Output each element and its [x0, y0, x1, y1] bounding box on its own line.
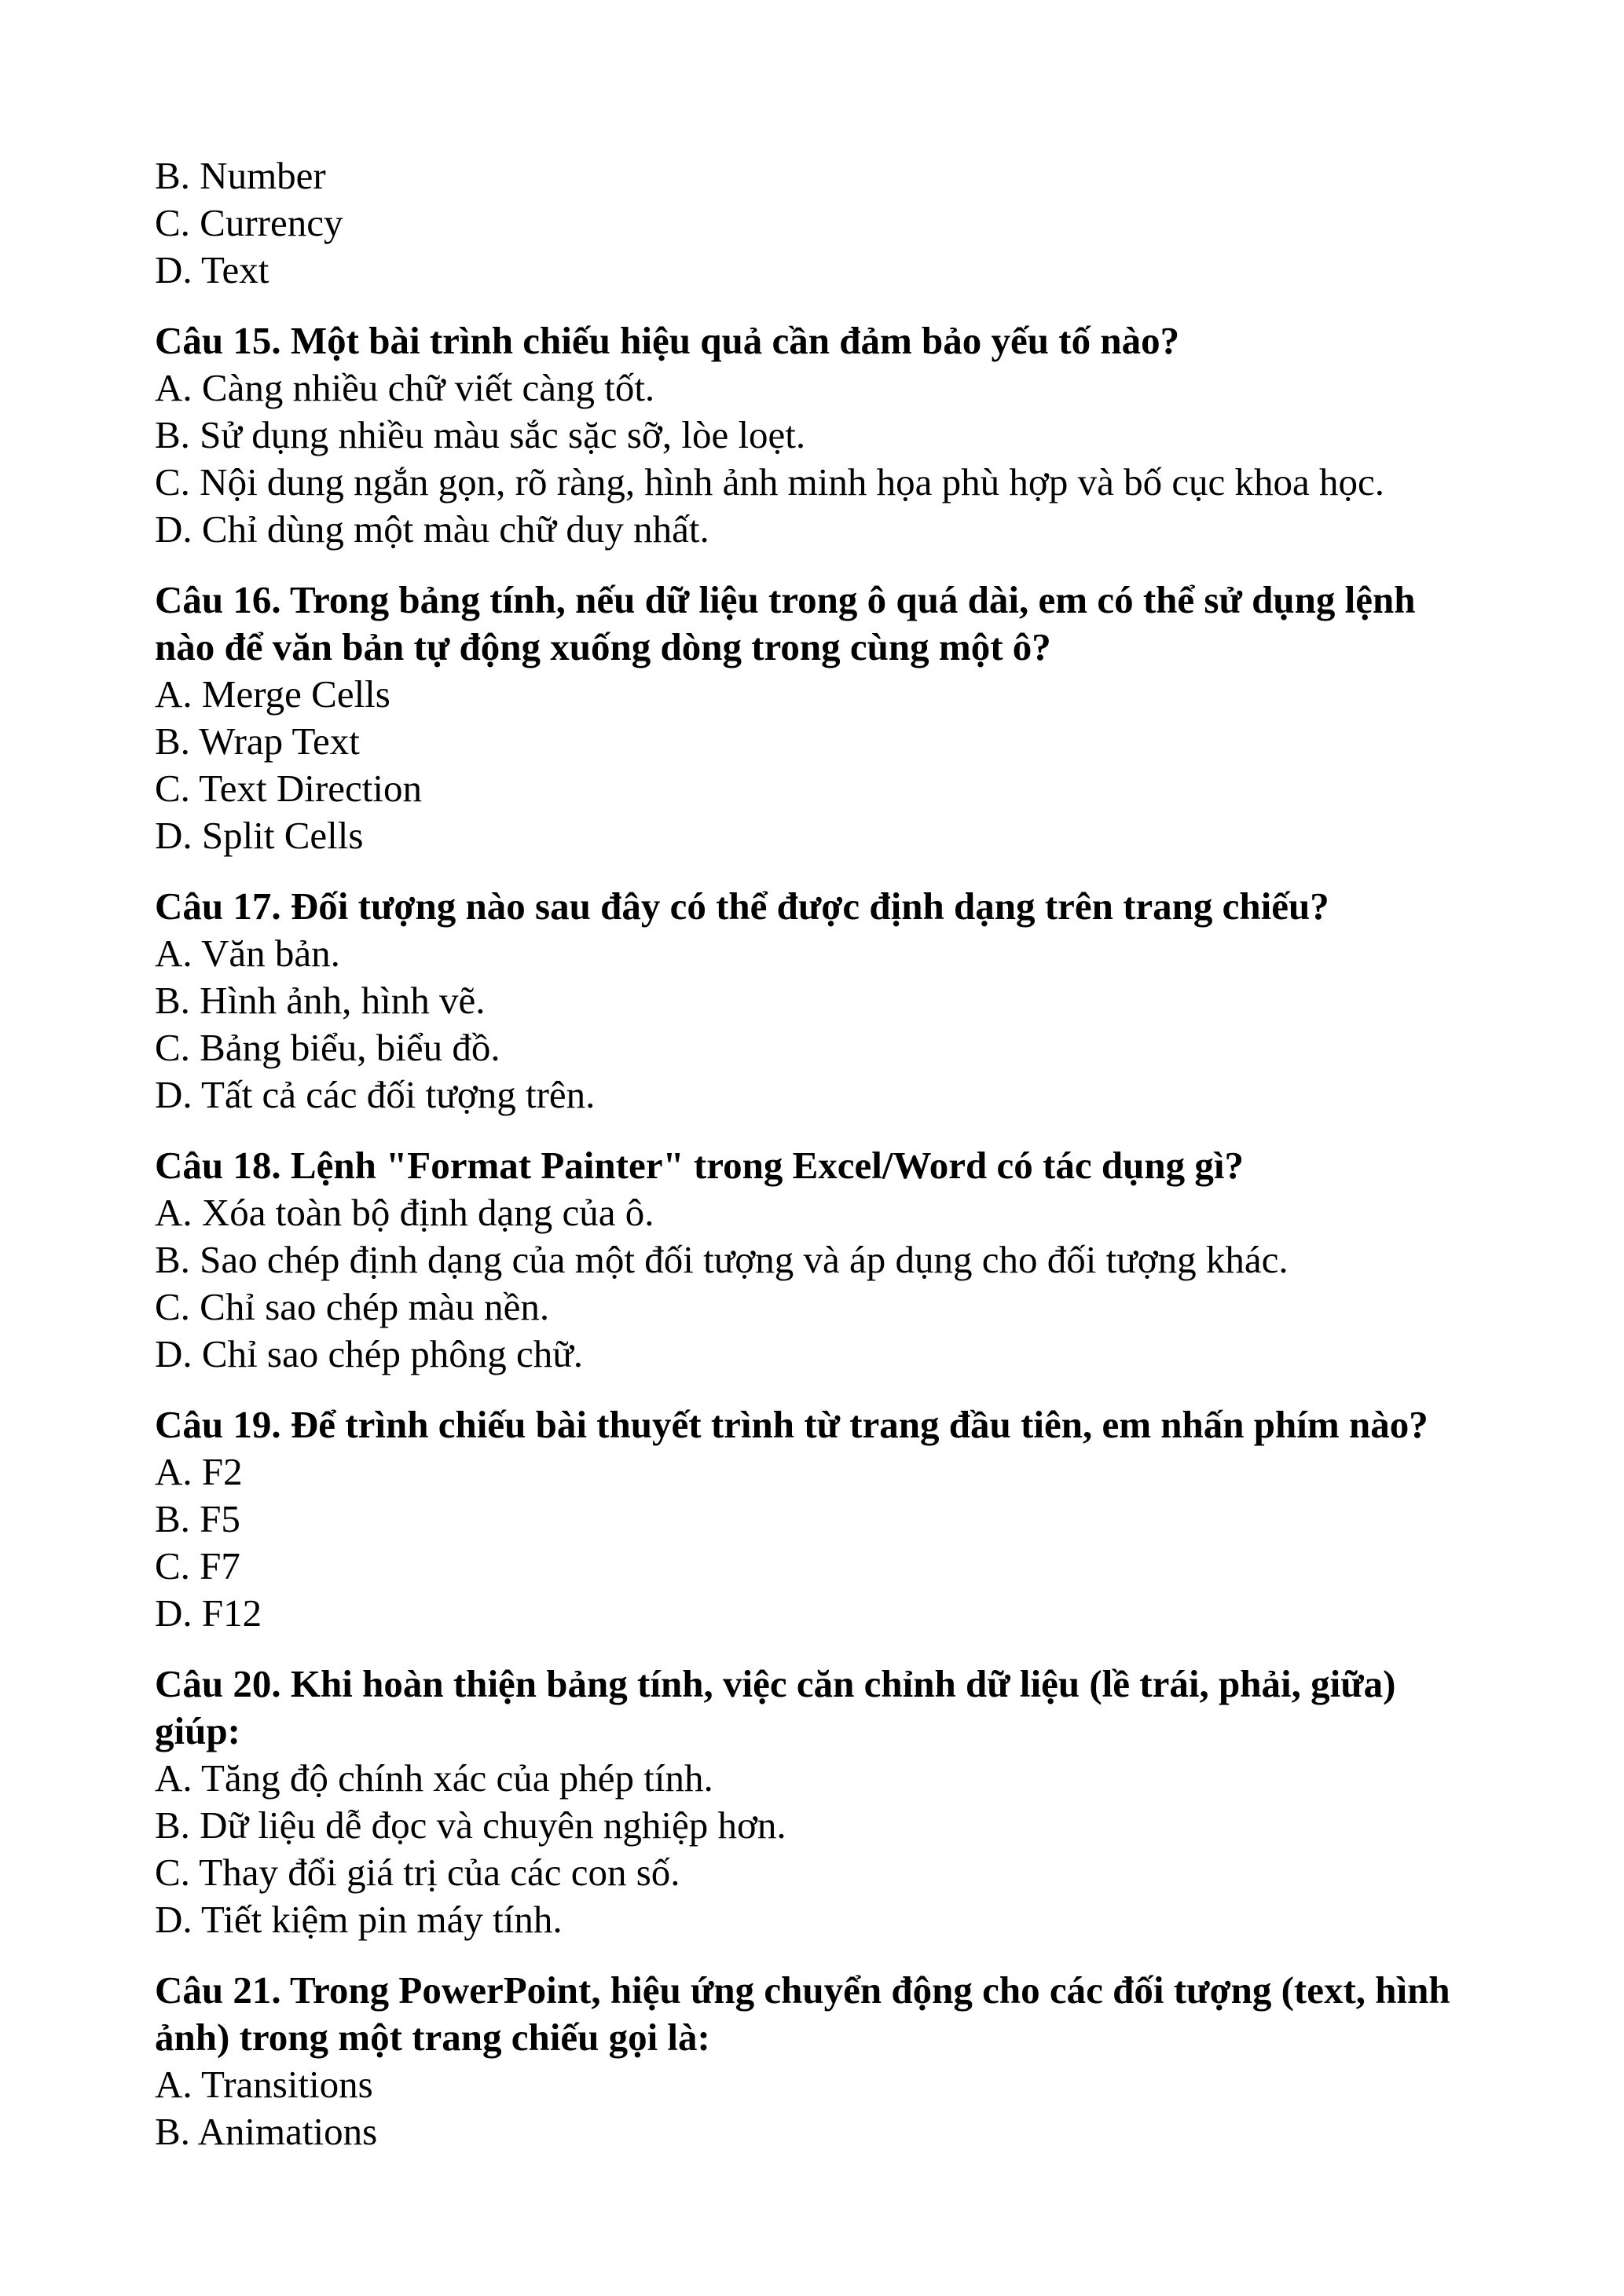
answer-option: A. F2 [155, 1450, 243, 1493]
answer-option: D. Chỉ sao chép phông chữ. [155, 1332, 584, 1375]
question-heading: Câu 17. Đối tượng nào sau đây có thể được định dạng trên trang chiếu? [155, 884, 1329, 928]
answer-option: D. Split Cells [155, 814, 364, 857]
answer-option: D. Chỉ dùng một màu chữ duy nhất. [155, 507, 709, 551]
question-block-18 [155, 1142, 1470, 1378]
question-heading: Câu 19. Để trình chiếu bài thuyết trình từ trang đầu tiên, em nhấn phím nào? [155, 1403, 1428, 1446]
question-block-15 [155, 317, 1470, 553]
answer-option: C. Nội dung ngắn gọn, rõ ràng, hình ảnh minh họa phù hợp và bố cục khoa học. [155, 460, 1385, 504]
answer-option: B. Sử dụng nhiều màu sắc sặc sỡ, lòe loẹt. [155, 413, 806, 456]
question-block-19 [155, 1401, 1470, 1637]
answer-option: A. Văn bản. [155, 932, 340, 975]
answer-option: A. Tăng độ chính xác của phép tính. [155, 1756, 713, 1800]
answer-option: C. Currency [155, 201, 343, 244]
answer-option: D. Tất cả các đối tượng trên. [155, 1073, 596, 1116]
answer-option: C. F7 [155, 1544, 240, 1587]
answer-option: A. Xóa toàn bộ định dạng của ô. [155, 1191, 654, 1234]
carryover-options-block [155, 152, 1470, 294]
question-block-17 [155, 883, 1470, 1119]
answer-option: A. Càng nhiều chữ viết càng tốt. [155, 366, 655, 409]
answer-option: B. F5 [155, 1497, 240, 1540]
answer-option: D. Text [155, 248, 269, 291]
question-heading: Câu 15. Một bài trình chiếu hiệu quả cần đảm bảo yếu tố nào? [155, 319, 1180, 362]
question-heading: Câu 18. Lệnh "Format Painter" trong Excel/Word có tác dụng gì? [155, 1144, 1244, 1187]
question-heading: Câu 21. Trong PowerPoint, hiệu ứng chuyển động cho các đối tượng (text, hình ảnh) trong một trang chiếu gọi là: [155, 1968, 1450, 2059]
answer-option: C. Chỉ sao chép màu nền. [155, 1285, 550, 1328]
question-block-21 [155, 1967, 1470, 2155]
question-heading: Câu 16. Trong bảng tính, nếu dữ liệu trong ô quá dài, em có thể sử dụng lệnh nào để văn bản tự động xuống dòng trong cùng một ô? [155, 578, 1416, 668]
question-heading: Câu 20. Khi hoàn thiện bảng tính, việc căn chỉnh dữ liệu (lề trái, phải, giữa) giúp: [155, 1662, 1396, 1752]
answer-option: B. Hình ảnh, hình vẽ. [155, 979, 486, 1022]
question-block-20 [155, 1661, 1470, 1943]
answer-option: D. F12 [155, 1591, 262, 1635]
answer-option: B. Dữ liệu dễ đọc và chuyên nghiệp hơn. [155, 1803, 786, 1847]
answer-option: C. Text Direction [155, 767, 422, 810]
answer-option: A. Merge Cells [155, 672, 390, 716]
answer-option: C. Bảng biểu, biểu đồ. [155, 1026, 500, 1069]
answer-option: B. Sao chép định dạng của một đối tượng và áp dụng cho đối tượng khác. [155, 1238, 1289, 1281]
answer-option: B. Number [155, 154, 326, 197]
answer-option: C. Thay đổi giá trị của các con số. [155, 1851, 680, 1894]
answer-option: A. Transitions [155, 2063, 373, 2106]
question-block-16 [155, 577, 1470, 859]
answer-option: B. Animations [155, 2110, 378, 2153]
answer-option: B. Wrap Text [155, 720, 360, 763]
answer-option: D. Tiết kiệm pin máy tính. [155, 1898, 563, 1941]
